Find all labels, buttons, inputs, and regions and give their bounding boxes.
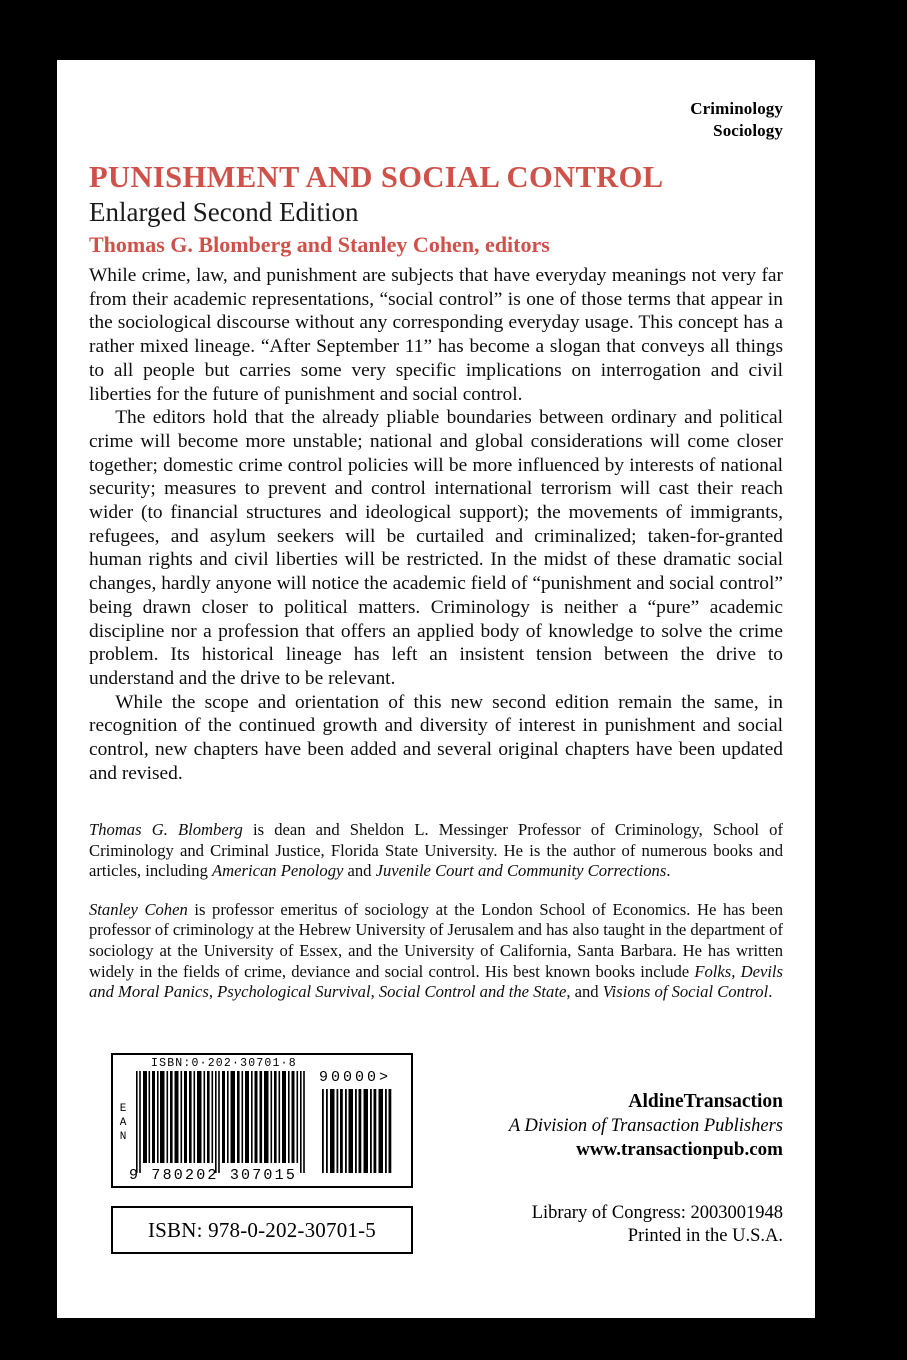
library-of-congress-line: Library of Congress: 2003001948 [531, 1203, 783, 1223]
author-bios [89, 820, 783, 1021]
bio-blomberg-conjunction: and [343, 861, 376, 881]
bio-blomberg-name: Thomas G. Blomberg [89, 820, 243, 839]
isbn-box [111, 1206, 413, 1254]
barcode [111, 1053, 413, 1188]
bio-cohen-book-2: Visions of Social Control [602, 982, 769, 1002]
edition-label: Enlarged Second Edition [89, 197, 359, 227]
publisher-url: www.transactionpub.com [576, 1139, 783, 1160]
blurb-paragraph-2: The editors hold that the already pliable boundaries between ordinary and political crime will become more unstable; national and global considerations will come closer together; domestic crime control policies will be more influenced by interests of national security; measures to prevent and control international terrorism will cast their reach wider (to financial structures and ideological support); the movements of immigrants, refugees, and asylum seekers will be curtailed and criminalized; taken-for-granted human rights and civil liberties will be restricted. In the midst of these dramatic social changes, hardly anyone will notice the academic field of “punishment and social control” being drawn closer to political matters. Criminology is neither a “pure” academic discipline nor a profession that offers an applied body of knowledge to solve the crime problem. Its historical lineage has left an insistent tension between the drive to understand and the drive to be relevant. [89, 407, 783, 689]
editors-line: Thomas G. Blomberg and Stanley Cohen, editors [89, 232, 550, 257]
bio-cohen-conjunction: , and [566, 982, 603, 1002]
barcode-isbn-label: ISBN:0·202·30701·8 [151, 1057, 297, 1070]
isbn-text: ISBN: 978-0-202-30701-5 [147, 1217, 376, 1242]
legal-footer [423, 1202, 783, 1248]
barcode-addon-bars [321, 1089, 393, 1173]
bio-cohen [89, 900, 783, 1003]
cover-footer [89, 1038, 783, 1318]
bio-blomberg-book-1: American Penology [212, 861, 344, 881]
category-sociology: Sociology [713, 121, 783, 140]
barcode-digits: 9 780202 307015 [129, 1167, 298, 1184]
blurb-paragraph-3: While the scope and orientation of this new second edition remain the same, in recognition of the continued growth and diversity of interest in punishment and social control, new chapters have been added and several original chapters have been updated and revised. [89, 691, 783, 784]
barcode-addon-svg [321, 1089, 393, 1173]
book-back-cover [57, 60, 815, 1318]
barcode-bars-svg [134, 1071, 309, 1173]
title-block [89, 160, 783, 259]
bio-blomberg-book-2: Juvenile Court and Community Corrections [375, 861, 667, 881]
bio-blomberg [89, 820, 783, 882]
printed-in-line: Printed in the U.S.A. [627, 1226, 783, 1246]
bio-cohen-text: is professor emeritus of sociology at the London School of Economics. He has been professor of criminology at the Hebrew University of Jerusalem and has also taught in the department of sociology at the University of Essex, and the University of California, Santa Barbara. He has written widely in the fields of crime, deviance and social control. His best known books include [89, 899, 783, 981]
book-title: PUNISHMENT AND SOCIAL CONTROL [89, 160, 664, 194]
bio-blomberg-ending: . [666, 861, 671, 881]
bio-cohen-ending: . [768, 982, 773, 1002]
barcode-addon-digits: 90000> [319, 1069, 392, 1086]
subject-categories [690, 98, 783, 142]
blurb-paragraph-1: While crime, law, and punishment are subjects that have everyday meanings not very far from their academic representations, “social control” is one of those terms that appear in the sociological discourse without any corresponding everyday usage. This concept has a rather mixed lineage. “After September 11” has become a slogan that conveys all things to all people but carries some very specific implications on interrogation and civil liberties for the future of punishment and social control. [89, 265, 783, 405]
publisher-name: AldineTransaction [628, 1091, 783, 1112]
publisher-division: A Division of Transaction Publishers [508, 1116, 783, 1136]
blurb-text [89, 264, 783, 785]
publisher-block [423, 1090, 783, 1162]
barcode-main-bars [134, 1071, 309, 1173]
bio-blomberg-text: is dean and Sheldon L. Messinger Professor of Criminology, School of Criminology and Criminal Justice, Florida State University. He is the author of numerous books and articles, including [89, 820, 783, 881]
bio-cohen-name: Stanley Cohen [89, 899, 188, 919]
barcode-ean-label: EAN [117, 1103, 129, 1145]
category-criminology: Criminology [690, 99, 783, 118]
cover-content [89, 60, 783, 1318]
bio-cohen-book-1: Folks, Devils and Moral Panics, Psychological Survival, Social Control and the State [89, 961, 783, 1002]
